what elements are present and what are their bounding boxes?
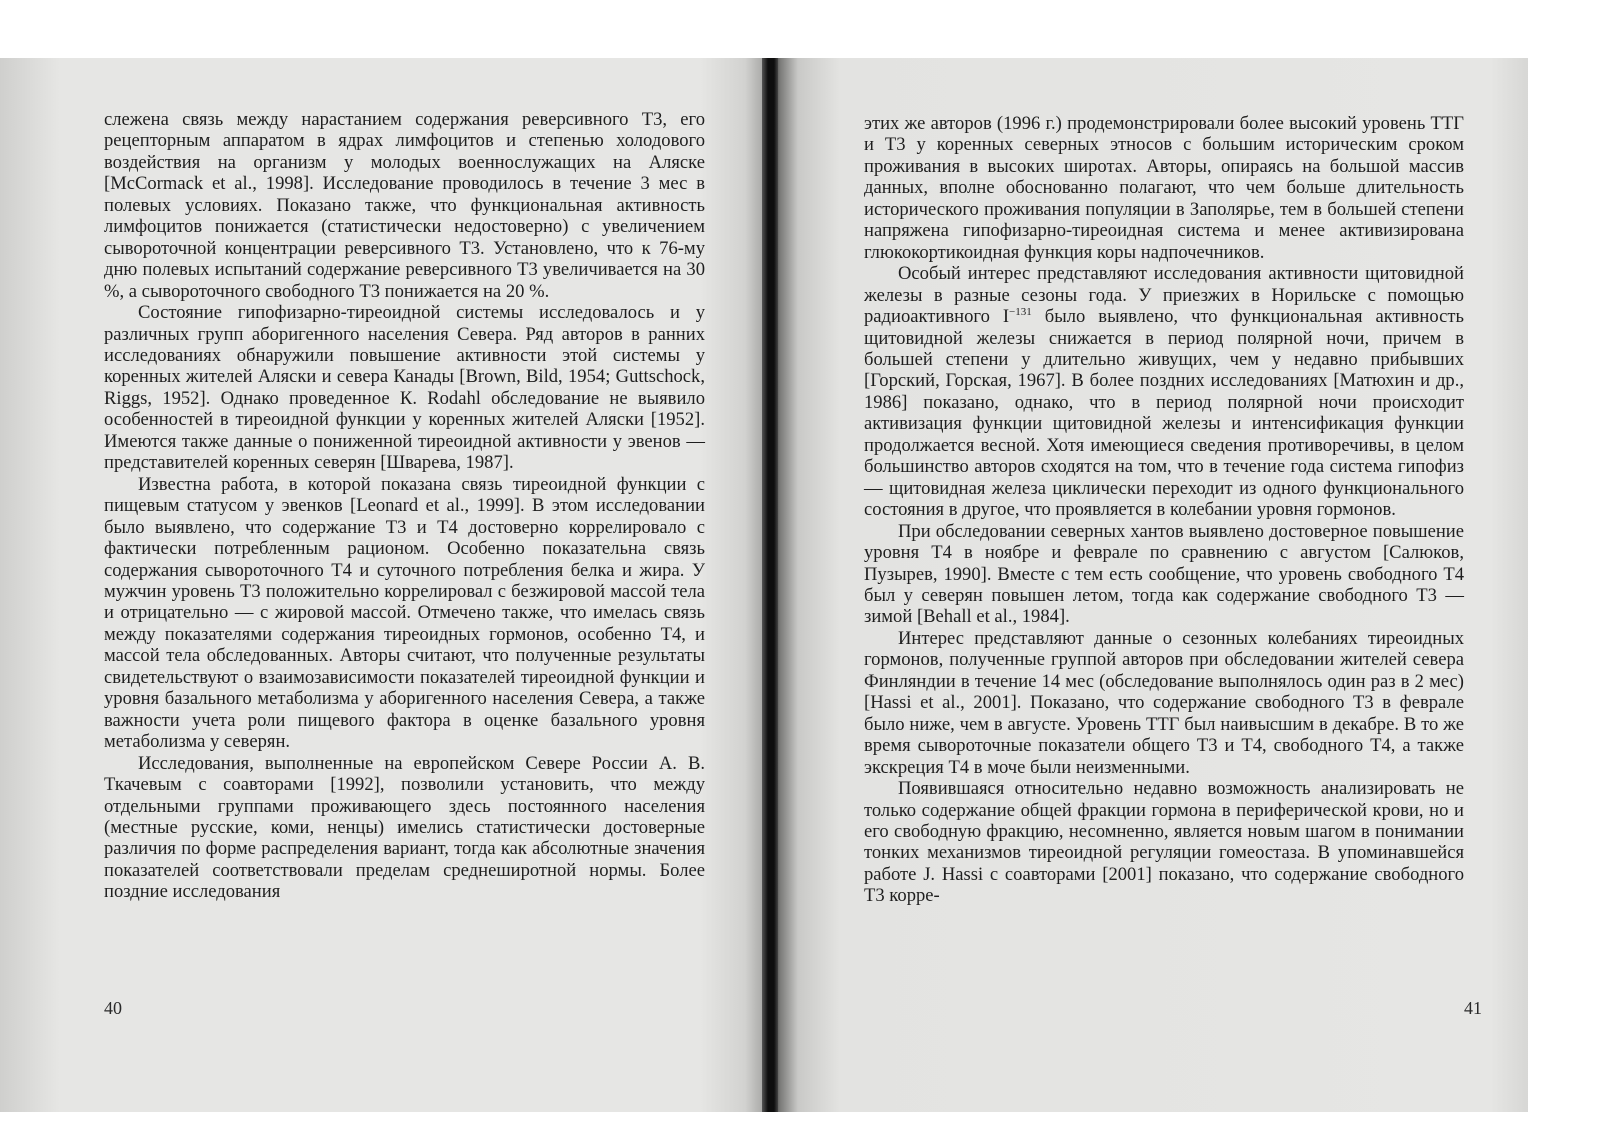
book-gutter (762, 58, 778, 1112)
paragraph (864, 263, 1464, 520)
paragraph: Исследования, выполненные на европейском Севере России А. В. Ткачевым с соавторами [1992], позволили установить, что между отдельными группами проживающего здесь постоянного населения (местные русские, коми, ненцы) имелись статистически достоверные различия по форме распределения вариант, тогда как абсолютные значения показателей соответствовали пределам среднеширотной нормы. Более поздние исследования (104, 752, 705, 903)
paragraph: Состояние гипофизарно-тиреоидной системы исследовалось и у различных групп аборигенного населения Севера. Ряд авторов в ранних исследованиях обнаружили повышение активности этой системы у коренных жителей Аляски и севера Канады [Brown, Bild, 1954; Guttschock, Riggs, 1952]. Однако проведенное К. Rodahl обследование не выявило особенностей в тиреоидной функции у коренных жителей Аляски [1952]. Имеются также данные о пониженной тиреоидной активности у эвенов — представителей коренных северян [Шварева, 1987]. (104, 302, 705, 474)
page-number: 40 (104, 998, 122, 1018)
paragraph-text: Особый интерес представляют исследования активности щитовидной железы в разные сезоны года. У приезжих в Норильске с помощью радиоактивного I (864, 263, 1464, 328)
left-page (0, 58, 770, 1112)
isotope-superscript: −131 (1009, 306, 1032, 319)
left-text-column (104, 109, 705, 903)
page-number: 41 (1464, 998, 1482, 1018)
right-text-column (864, 113, 1464, 907)
paragraph: слежена связь между нарастанием содержания реверсивного Т3, его рецепторным аппаратом в ядрах лимфоцитов и степенью холодового воздействия на организм у молодых военнослужащих на Аляске [McCormack et al., 1998]. Исследование проводилось в течение 3 мес в полевых условиях. Показано также, что функциональная активность лимфоцитов понижается (статистически недостоверно) с увеличением сывороточной концентрации реверсивного Т3. Установлено, что к 76-му дню полевых испытаний содержание реверсивного Т3 увеличивается на 30 %, а сывороточного свободного Т3 понижается на 20 %. (104, 109, 705, 302)
open-book-spread (0, 58, 1528, 1112)
right-page (770, 58, 1528, 1112)
paragraph: При обследовании северных хантов выявлено достоверное повышение уровня Т4 в ноябре и феврале по сравнению с августом [Салюков, Пузырев, 1990]. Вместе с тем есть сообщение, что уровень свободного Т4 был у северян повышен летом, тогда как содержание свободного Т3 — зимой [Behall et al., 1984]. (864, 520, 1464, 628)
paragraph: этих же авторов (1996 г.) продемонстрировали более высокий уровень ТТГ и Т3 у коренных северных этносов с большим историческим сроком проживания в высоких широтах. Авторы, опираясь на большой массив данных, вполне обоснованно полагают, что чем больше длительность исторического проживания популяции в Заполярье, тем в большей степени напряжена гипофизарно-тиреоидная система и менее активизирована глюкокортикоидная функция коры надпочечников. (864, 113, 1464, 263)
paragraph-text: было выявлено, что функциональная активность щитовидной железы снижается в период полярной ночи, причем в большей степени у длительно живущих, чем у недавно прибывших [Горский, Горская, 1967]. В более поздних исследованиях [Матюхин и др., 1986] показано, однако, что в период полярной ночи происходит активизация функции щитовидной железы и интенсификация функции продолжается весной. Хотя имеющиеся сведения противоречивы, в целом большинство авторов сходятся на том, что в течение года система гипофиз — щитовидная железа циклически переходит из одного функционального состояния в другое, что проявляется в колебании уровня гормонов. (864, 306, 1464, 521)
paragraph: Интерес представляют данные о сезонных колебаниях тиреоидных гормонов, полученные группой авторов при обследовании жителей севера Финляндии в течение 14 мес (обследование выполнялось один раз в 2 мес) [Hassi et al., 2001]. Показано, что содержание свободного Т3 в феврале было ниже, чем в августе. Уровень ТТГ был наивысшим в декабре. В то же время сывороточные показатели общего Т3 и Т4, свободного Т4, а также экскреция Т4 в моче были неизменными. (864, 627, 1464, 778)
paragraph: Появившаяся относительно недавно возможность анализировать не только содержание общей фракции гормона в периферической крови, но и его свободную фракцию, несомненно, является новым шагом в понимании тонких механизмов тиреоидной регуляции гомеостаза. В упоминавшейся работе J. Hassi с соавторами [2001] показано, что содержание свободного Т3 корре- (864, 778, 1464, 907)
paragraph: Известна работа, в которой показана связь тиреоидной функции с пищевым статусом у эвенков [Leonard et al., 1999]. В этом исследовании было выявлено, что содержание Т3 и Т4 достоверно коррелировало с фактически потребленным рационом. Особенно показательна связь содержания сывороточного Т4 и суточного потребления белка и жира. У мужчин уровень Т3 положительно коррелировал с безжировой массой тела и отрицательно — с жировой массой. Отмечено также, что имелась связь между показателями содержания тиреоидных гормонов, особенно Т4, и массой тела обследованных. Авторы считают, что полученные результаты свидетельствуют о взаимозависимости показателей тиреоидной функции и уровня базального метаболизма у аборигенного населения Севера, а также важности учета роли пищевого фактора в оценке базального уровня метаболизма у северян. (104, 473, 705, 753)
